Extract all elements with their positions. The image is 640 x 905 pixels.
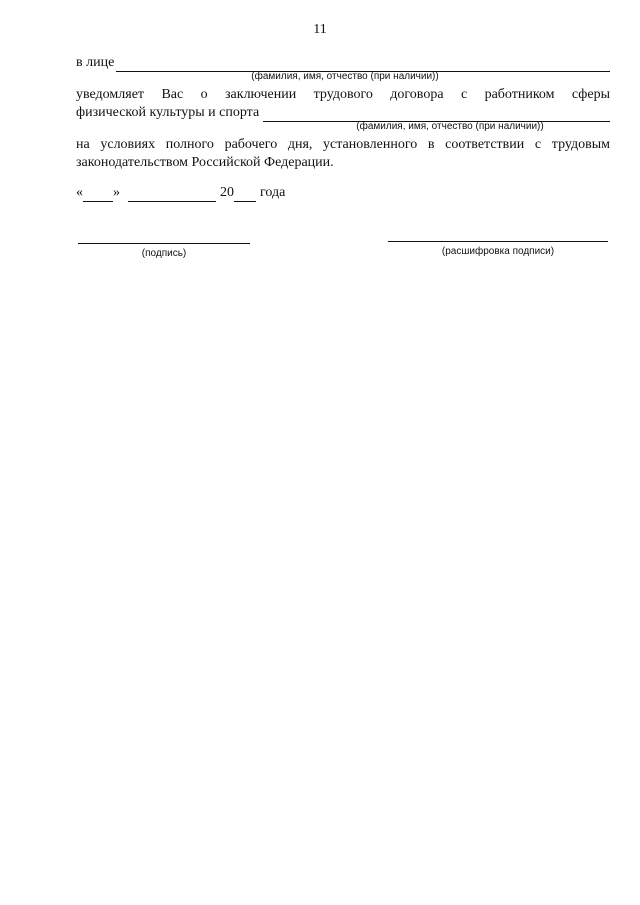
conditions-line-2: законодательством Российской Федерации. (76, 155, 334, 170)
date-row (76, 184, 285, 202)
date-day-field[interactable] (83, 187, 113, 202)
signature-decoding-line[interactable] (388, 241, 608, 242)
person-name-field[interactable] (116, 57, 610, 72)
date-suffix: года (260, 185, 286, 200)
date-close-quote: » (113, 185, 120, 200)
notify-line-1: уведомляет Вас о заключении трудового договора с работником сферы (76, 87, 610, 102)
notify-line-2-prefix: физической культуры и спорта (76, 105, 260, 120)
notify-line-2 (76, 104, 610, 122)
employee-name-field[interactable] (263, 107, 610, 122)
signature-caption: (подпись) (141, 248, 187, 259)
employee-name-caption: (фамилия, имя, отчество (при наличии)) (356, 121, 544, 132)
person-line-prefix: в лице (76, 55, 115, 70)
date-open-quote: « (76, 185, 83, 200)
person-line-caption: (фамилия, имя, отчество (при наличии)) (251, 71, 439, 82)
date-month-field[interactable] (128, 187, 216, 202)
date-century: 20 (220, 185, 234, 200)
person-line (76, 54, 610, 72)
signature-decoding-caption: (расшифровка подписи) (441, 246, 555, 257)
page-number: 11 (313, 22, 327, 37)
conditions-line-1: на условиях полного рабочего дня, установленного в соответствии с трудовым (76, 137, 610, 152)
signature-line[interactable] (78, 243, 250, 244)
date-year-field[interactable] (234, 187, 256, 202)
